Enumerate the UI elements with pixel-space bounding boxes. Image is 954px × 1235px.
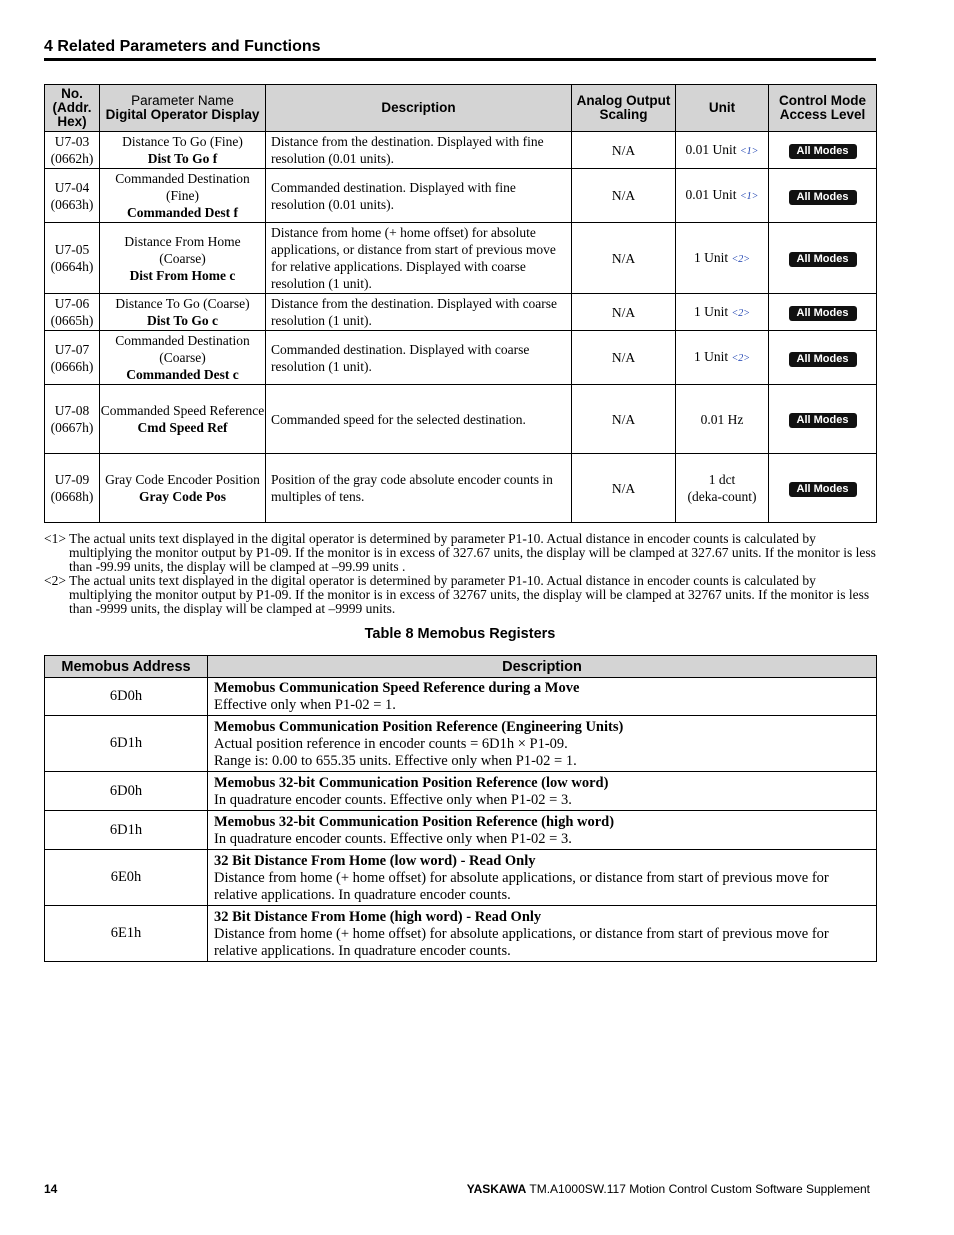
param-address: (0666h): [50, 358, 94, 374]
param-name: Distance From Home (Coarse): [124, 233, 241, 266]
memobus-row: [45, 716, 877, 772]
param-unit: 1 dct: [708, 472, 736, 487]
param-unit: 1 Unit: [693, 303, 729, 319]
header-scaling-line2: Scaling: [599, 107, 648, 122]
param-access-cell: [769, 223, 877, 294]
param-unit-cell: [676, 454, 769, 523]
param-unit-cell: [676, 223, 769, 294]
param-number: U7-08: [54, 403, 90, 418]
memobus-table: [44, 655, 877, 962]
param-row: [45, 169, 877, 223]
memobus-row: [45, 850, 877, 906]
param-access-cell: [769, 454, 877, 523]
param-address: (0668h): [50, 489, 94, 504]
param-display-name: Gray Code Pos: [139, 489, 226, 504]
memobus-address: 6D0h: [45, 678, 208, 716]
param-scaling: N/A: [572, 169, 676, 223]
param-access-cell: [769, 294, 877, 331]
memobus-row: [45, 906, 877, 962]
header-access-line2: Access Level: [779, 107, 866, 122]
memobus-desc-title: Memobus 32-bit Communication Position Reference (high word): [214, 813, 615, 830]
memobus-desc-line: In quadrature encoder counts. Effective only when P1-02 = 3.: [214, 830, 572, 847]
memobus-desc-line: Distance from home (+ home offset) for absolute applications, or distance from start of previous move for relative applications. In quadrature encoder counts.: [214, 869, 829, 903]
memobus-address: 6D1h: [45, 811, 208, 850]
param-scaling: N/A: [572, 132, 676, 169]
param-number: U7-06: [54, 296, 90, 311]
param-unit-line2: (deka-count): [687, 489, 757, 504]
parameter-table-header: [45, 85, 877, 132]
memobus-row: [45, 678, 877, 716]
section-title: 4 Related Parameters and Functions: [44, 37, 876, 61]
parameter-table: [44, 84, 877, 523]
memobus-address: 6E0h: [45, 850, 208, 906]
param-name-cell: [100, 169, 266, 223]
param-number: U7-03: [54, 134, 90, 149]
param-row: [45, 331, 877, 385]
memobus-address: 6D1h: [45, 716, 208, 772]
param-name: Commanded Destination (Fine): [115, 171, 250, 203]
memobus-description: [208, 906, 877, 962]
param-row: [45, 454, 877, 523]
param-unit-cell: [676, 169, 769, 223]
footer-brand: YASKAWA: [466, 1182, 527, 1196]
param-number-cell: [45, 454, 100, 523]
footnote-2: <2> The actual units text displayed in the digital operator is determined by parameter P1-10. Actual distance in encoder counts is calculated by multiplying the monitor output by P1-09. If the monitor is in excess of 32767 units, the display will be clamped at 32767 units. If the monitor is less than -9999 units, the display will be clamped at –9999 units.: [44, 573, 870, 616]
param-description: Commanded speed for the selected destination.: [266, 385, 572, 454]
param-number-cell: [45, 169, 100, 223]
param-unit-footnote-ref: <2>: [731, 353, 750, 364]
param-display-name: Dist From Home c: [129, 267, 236, 283]
param-number-cell: [45, 294, 100, 331]
param-unit: 1 Unit: [693, 349, 729, 364]
header-scaling-line1: Analog Output: [576, 93, 671, 108]
param-number: U7-05: [54, 242, 90, 257]
header-name-line2: Digital Operator Display: [105, 107, 260, 122]
param-number-cell: [45, 385, 100, 454]
param-address: (0667h): [50, 420, 94, 435]
header-access: [769, 85, 877, 132]
memobus-desc-line: Range is: 0.00 to 655.35 units. Effective only when P1-02 = 1.: [214, 752, 577, 769]
param-scaling: N/A: [572, 385, 676, 454]
memobus-table-title: Table 8 Memobus Registers: [364, 626, 556, 642]
all-modes-badge: All Modes: [789, 252, 857, 267]
memobus-row: [45, 811, 877, 850]
header-scaling: [572, 85, 676, 132]
all-modes-badge: All Modes: [789, 306, 857, 321]
memobus-description: [208, 772, 877, 811]
param-name-cell: [100, 454, 266, 523]
param-number: U7-09: [54, 472, 90, 487]
param-display-name: Dist To Go f: [147, 151, 218, 166]
param-unit: 0.01 Unit: [685, 187, 737, 202]
param-number-cell: [45, 331, 100, 385]
page-number: 14: [44, 1182, 58, 1196]
header-no: [45, 85, 100, 132]
param-unit-footnote-ref: <1>: [739, 191, 759, 202]
memobus-description: [208, 678, 877, 716]
header-no-line1: No.: [61, 86, 83, 101]
param-unit: 1 Unit: [693, 249, 729, 265]
param-unit-cell: [676, 132, 769, 169]
param-description: Position of the gray code absolute encoder counts in multiples of tens.: [266, 454, 572, 523]
header-access-line1: Control Mode: [779, 93, 866, 108]
memobus-desc-title: Memobus Communication Speed Reference during a Move: [214, 680, 580, 696]
param-address: (0663h): [50, 196, 94, 212]
memobus-desc-line: In quadrature encoder counts. Effective only when P1-02 = 3.: [214, 791, 572, 808]
param-number-cell: [45, 223, 100, 294]
param-name-cell: [100, 294, 266, 331]
param-scaling: N/A: [572, 294, 676, 331]
param-display-name: Dist To Go c: [147, 313, 218, 328]
param-number: U7-04: [54, 179, 90, 195]
memobus-desc-line: Effective only when P1-02 = 1.: [214, 697, 396, 713]
memobus-row: [45, 772, 877, 811]
param-row: [45, 385, 877, 454]
memobus-table-header: [45, 656, 877, 678]
param-address: (0664h): [50, 259, 94, 274]
param-description: Distance from the destination. Displayed with fine resolution (0.01 units).: [266, 132, 572, 169]
param-row: [45, 132, 877, 169]
param-address: (0662h): [50, 151, 94, 166]
memobus-address: 6D0h: [45, 772, 208, 811]
param-name: Commanded Speed Reference: [100, 403, 265, 418]
param-display-name: Commanded Dest c: [126, 367, 239, 382]
param-access-cell: [769, 331, 877, 385]
all-modes-badge: All Modes: [789, 352, 857, 367]
param-display-name: Commanded Dest f: [127, 205, 238, 220]
param-name: Gray Code Encoder Position: [105, 472, 260, 487]
header-no-line2: (Addr.: [52, 100, 92, 115]
memobus-desc-line: Distance from home (+ home offset) for absolute applications, or distance from start of previous move for relative applications. In quadrature encoder counts.: [214, 925, 829, 959]
param-description: Distance from home (+ home offset) for absolute applications, or distance from start of previous move for relative applications. Displayed with coarse resolution (1 unit).: [266, 223, 572, 294]
param-unit-footnote-ref: <1>: [739, 145, 759, 157]
memobus-desc-title: Memobus 32-bit Communication Position Reference (low word): [214, 774, 609, 791]
all-modes-badge: All Modes: [789, 413, 857, 428]
param-description: Commanded destination. Displayed with coarse resolution (1 unit).: [266, 331, 572, 385]
memobus-desc-title: 32 Bit Distance From Home (high word) - Read Only: [214, 908, 542, 925]
param-name: Commanded Destination (Coarse): [115, 333, 250, 365]
footer-document: [467, 1182, 870, 1196]
param-display-name: Cmd Speed Ref: [137, 420, 228, 435]
all-modes-badge: All Modes: [789, 144, 857, 159]
param-name: Distance To Go (Coarse): [115, 296, 250, 311]
param-scaling: N/A: [572, 331, 676, 385]
memobus-description: [208, 811, 877, 850]
footer-doc-title: TM.A1000SW.117 Motion Control Custom Software Supplement: [529, 1182, 870, 1196]
header-name-line1: Parameter Name: [131, 93, 234, 108]
param-name-cell: [100, 223, 266, 294]
header-no-line3: Hex): [57, 114, 87, 129]
param-address: (0665h): [50, 313, 94, 328]
param-scaling: N/A: [572, 454, 676, 523]
all-modes-badge: All Modes: [789, 482, 857, 497]
memobus-address: 6E1h: [45, 906, 208, 962]
header-memobus-address: Memobus Address: [45, 656, 208, 678]
param-number: U7-07: [54, 341, 90, 357]
param-name: Distance To Go (Fine): [122, 134, 243, 149]
param-access-cell: [769, 169, 877, 223]
param-name-cell: [100, 385, 266, 454]
param-description: Distance from the destination. Displayed with coarse resolution (1 unit).: [266, 294, 572, 331]
param-scaling: N/A: [572, 223, 676, 294]
header-unit: Unit: [676, 85, 769, 132]
param-unit-footnote-ref: <2>: [731, 253, 750, 265]
footnote-1: <1> The actual units text displayed in the digital operator is determined by parameter P1-10. Actual distance in encoder counts is calculated by multiplying the monitor output by P1-09. If the monitor is in excess of 327.67 units, the display will be clamped at 327.67 units. If the monitor is less than -99.99 units, the display will be clamped at –99.99 units .: [44, 531, 876, 574]
memobus-desc-title: Memobus Communication Position Reference (Engineering Units): [214, 718, 624, 735]
all-modes-badge: All Modes: [789, 190, 857, 205]
param-unit: 0.01 Hz: [700, 411, 744, 427]
param-unit-footnote-ref: <2>: [731, 307, 750, 319]
param-unit: 0.01 Unit: [685, 141, 737, 157]
param-name-cell: [100, 331, 266, 385]
param-description: Commanded destination. Displayed with fine resolution (0.01 units).: [266, 169, 572, 223]
memobus-description: [208, 850, 877, 906]
param-row: [45, 294, 877, 331]
header-description: Description: [266, 85, 572, 132]
param-number-cell: [45, 132, 100, 169]
param-row: [45, 223, 877, 294]
memobus-desc-title: 32 Bit Distance From Home (low word) - Read Only: [214, 852, 536, 869]
param-access-cell: [769, 385, 877, 454]
memobus-desc-line: Actual position reference in encoder counts = 6D1h × P1-09.: [214, 735, 568, 752]
param-name-cell: [100, 132, 266, 169]
header-name: [100, 85, 266, 132]
memobus-description: [208, 716, 877, 772]
param-access-cell: [769, 132, 877, 169]
param-unit-cell: [676, 294, 769, 331]
header-memobus-description: Description: [208, 656, 877, 678]
param-unit-cell: [676, 331, 769, 385]
param-unit-cell: [676, 385, 769, 454]
